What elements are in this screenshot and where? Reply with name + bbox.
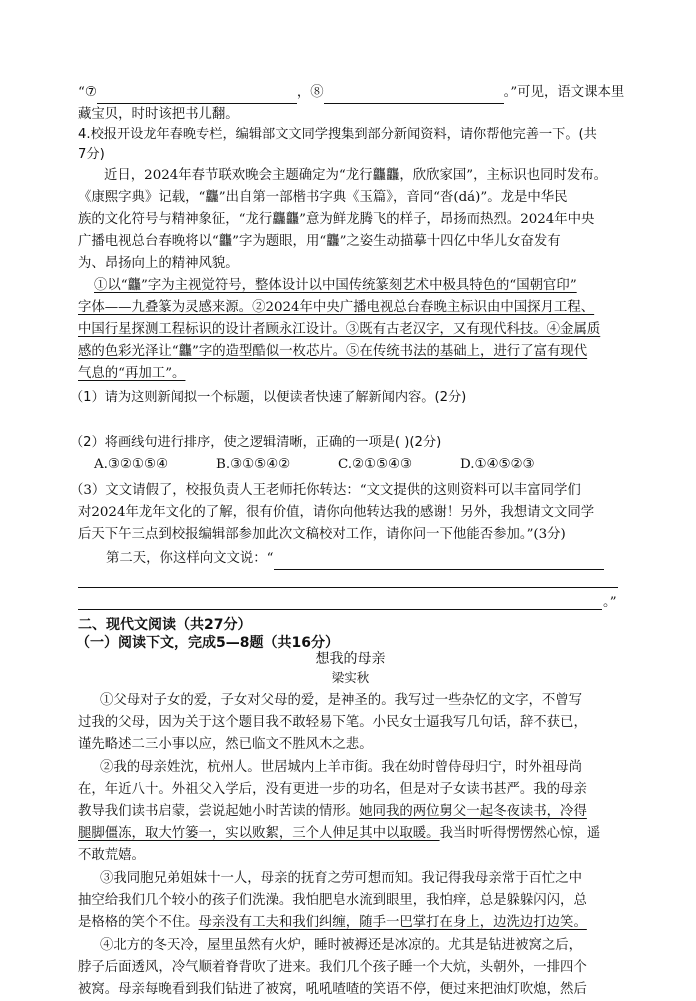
q4-p2-line3 [78, 319, 623, 341]
q4-sub2: （2）将画线句进行排序，使之逻辑清晰，正确的一项是( )(2分) [70, 435, 442, 450]
q4-p1-line3: 族的文化符号与精神象征，“龙行龘龘”意为鲜龙腾飞的样子，昂扬而热烈。2024年中央 [78, 212, 595, 227]
underlined-sentence: 感的色彩光泽让“龘”字的造型酷似一枚芯片。⑤在传统书法的基础上，进行了富有现代 [78, 344, 588, 359]
q3-end-text: 。”可见，语文课本里 [503, 85, 625, 100]
q4-p2-line5 [78, 363, 623, 385]
article-author: 梁实秋 [331, 670, 370, 685]
q3-fill-line [78, 82, 623, 104]
q4-stem-line1: 4.校报开设龙年春晚专栏，编辑部文文同学搜集到部分新闻资料，请你帮他完善一下。(共 [78, 127, 597, 142]
q4-sub3-line1: （3）文文请假了，校报负责人王老师托你转达：“文文提供的这则资料可以丰富同学们 [70, 483, 581, 498]
option-c[interactable]: C.②①⑤④③ [338, 457, 413, 472]
q4-p1-line2: 《康熙字典》记载，“龘”出自第一部楷书字典《玉篇》，音同“沓(dá)”。龙是中华民 [78, 190, 568, 205]
answer-blank-3[interactable] [78, 609, 602, 610]
q3-line2: 藏宝贝，时时该把书儿翻。 [78, 107, 239, 122]
underlined-sentence: 字体——九叠篆为灵感来源。②2024年中央广播电视总台春晚主标识由中国探月工程、 [78, 300, 595, 315]
section2-heading: 二、现代文阅读（共27分） [78, 617, 252, 633]
q4-sub3-line2: 对2024年龙年文化的了解，很有价值，请你向他转达我的感谢！另外，我想请文文同学 [78, 505, 595, 520]
q4-stem-line2: 7分) [78, 147, 105, 162]
q4-options [94, 454, 624, 476]
q4-answer-prompt [78, 548, 623, 570]
para2-text: 教导我们读书启蒙，尝说起她小时苦读的情形。 [78, 804, 360, 819]
para1-line3: 谨先略述二三小事以应，然已临文不胜风木之悲。 [78, 737, 373, 752]
q4-p2-line1 [78, 275, 623, 297]
option-d[interactable]: D.①④⑤②③ [460, 457, 535, 472]
option-a[interactable]: A.③②①⑤④ [94, 457, 168, 472]
underlined-sentence: 她同我的两位舅父一起冬夜读书，冷得 [359, 804, 587, 819]
para3-text: 是格格的笑个不住。 [78, 915, 199, 930]
underlined-sentence: 母亲没有工夫和我们纠缠，随手一巴掌打在身上，边洗边打边笑。 [198, 915, 587, 930]
para2-line1: ②我的母亲姓沈，杭州人。世居城内上羊市街。我在幼时曾侍母归宁，时外祖母尚 [100, 760, 583, 775]
q4-p1-line1: 近日，2024年春节联欢晚会主题确定为“龙行龘龘，欣欣家国”，主标识也同时发布。 [104, 168, 608, 183]
para4-line2: 脖子后面透风，冷气顺着脊背吹了进来。我们几个孩子睡一个大炕，头朝外，一排四个 [78, 960, 587, 975]
section2-sub-heading: （一）阅读下文，完成5—8题（共16分） [76, 635, 339, 651]
para2-line4 [78, 823, 623, 845]
q4-p2-line4 [78, 341, 623, 363]
q4-sub3-line3: 后天下午三点到校报编辑部参加此次文稿校对工作，请你问一下他能否参加。”(3分) [78, 527, 566, 542]
para2-line2: 在，年近八十。外祖父入学后，没有更进一步的功名，但是对子女读书甚严。我的母亲 [78, 782, 587, 797]
para2-line3 [78, 801, 623, 823]
blank-label-8: ，⑧ [296, 85, 324, 100]
underlined-sentence: 中国行星探测工程标识的设计者顾永江设计。③既有古老汉字，又有现代科技。④金属质 [78, 322, 601, 337]
blank-label-7: “⑦ [78, 85, 97, 100]
underlined-sentence: 腿脚僵冻，取大竹篓一，实以败絮，三个人伸足其中以取暖。 [78, 826, 440, 841]
q4-sub1: （1）请为这则新闻拟一个标题，以便读者快速了解新闻内容。(2分) [70, 390, 467, 405]
blank-8[interactable] [324, 86, 504, 104]
q4-p1-line4: 广播电视总台春晚将以“龘”字为题眼，用“龘”之姿生动描摹十四亿中华儿女奋发有 [78, 234, 561, 249]
q4-p2-line2 [78, 297, 623, 319]
para3-line1: ③我同胞兄弟姐妹十一人，母亲的抚育之劳可想而知。我记得我母亲常于百忙之中 [100, 871, 583, 886]
answer-blank-2[interactable] [78, 587, 618, 588]
q4-p1-line5: 为、昂扬向上的精神风貌。 [78, 256, 239, 271]
underlined-sentence: ①以“龘”字为主视觉符号，整体设计以中国传统篆刻艺术中极具特色的“国朝官印” [94, 278, 577, 293]
para3-line3 [78, 912, 623, 934]
option-b[interactable]: B.③①⑤④② [216, 457, 291, 472]
answer-blank-1[interactable] [274, 552, 604, 570]
para2-line5: 不敢荒嬉。 [78, 848, 145, 863]
para1-line1: ①父母对子女的爱，子女对父母的爱，是神圣的。我写过一些杂忆的文字，不曾写 [100, 693, 583, 708]
underlined-sentence: 气息的“再加工”。 [78, 366, 186, 381]
para3-line2: 抽空给我们几个较小的孩子们洗澡。我怕肥皂水流到眼里，我怕痒，总是躲躲闪闪，总 [78, 893, 587, 908]
article-title: 想我的母亲 [315, 651, 386, 667]
answer-end: 。” [603, 595, 617, 610]
answer-prompt-text: 第二天，你这样向文文说：“ [106, 551, 274, 566]
para4-line1: ④北方的冬天冷，屋里虽然有火炉，睡时被褥还是冰凉的。尤其是钻进被窝之后， [100, 938, 583, 953]
para1-line2: 过我的父母，因为关于这个题目我不敢轻易下笔。小民女士逼我写几句话，辞不获已， [78, 715, 587, 730]
blank-7[interactable] [97, 86, 297, 104]
para4-line3: 被窝。母亲每晚看到我们钻进了被窝，吼吼喳喳的笑语不停，便过来把油灯吹熄，然后 [78, 982, 587, 997]
para2-text: 我当时听得愣愣然心惊，遥 [439, 826, 601, 841]
